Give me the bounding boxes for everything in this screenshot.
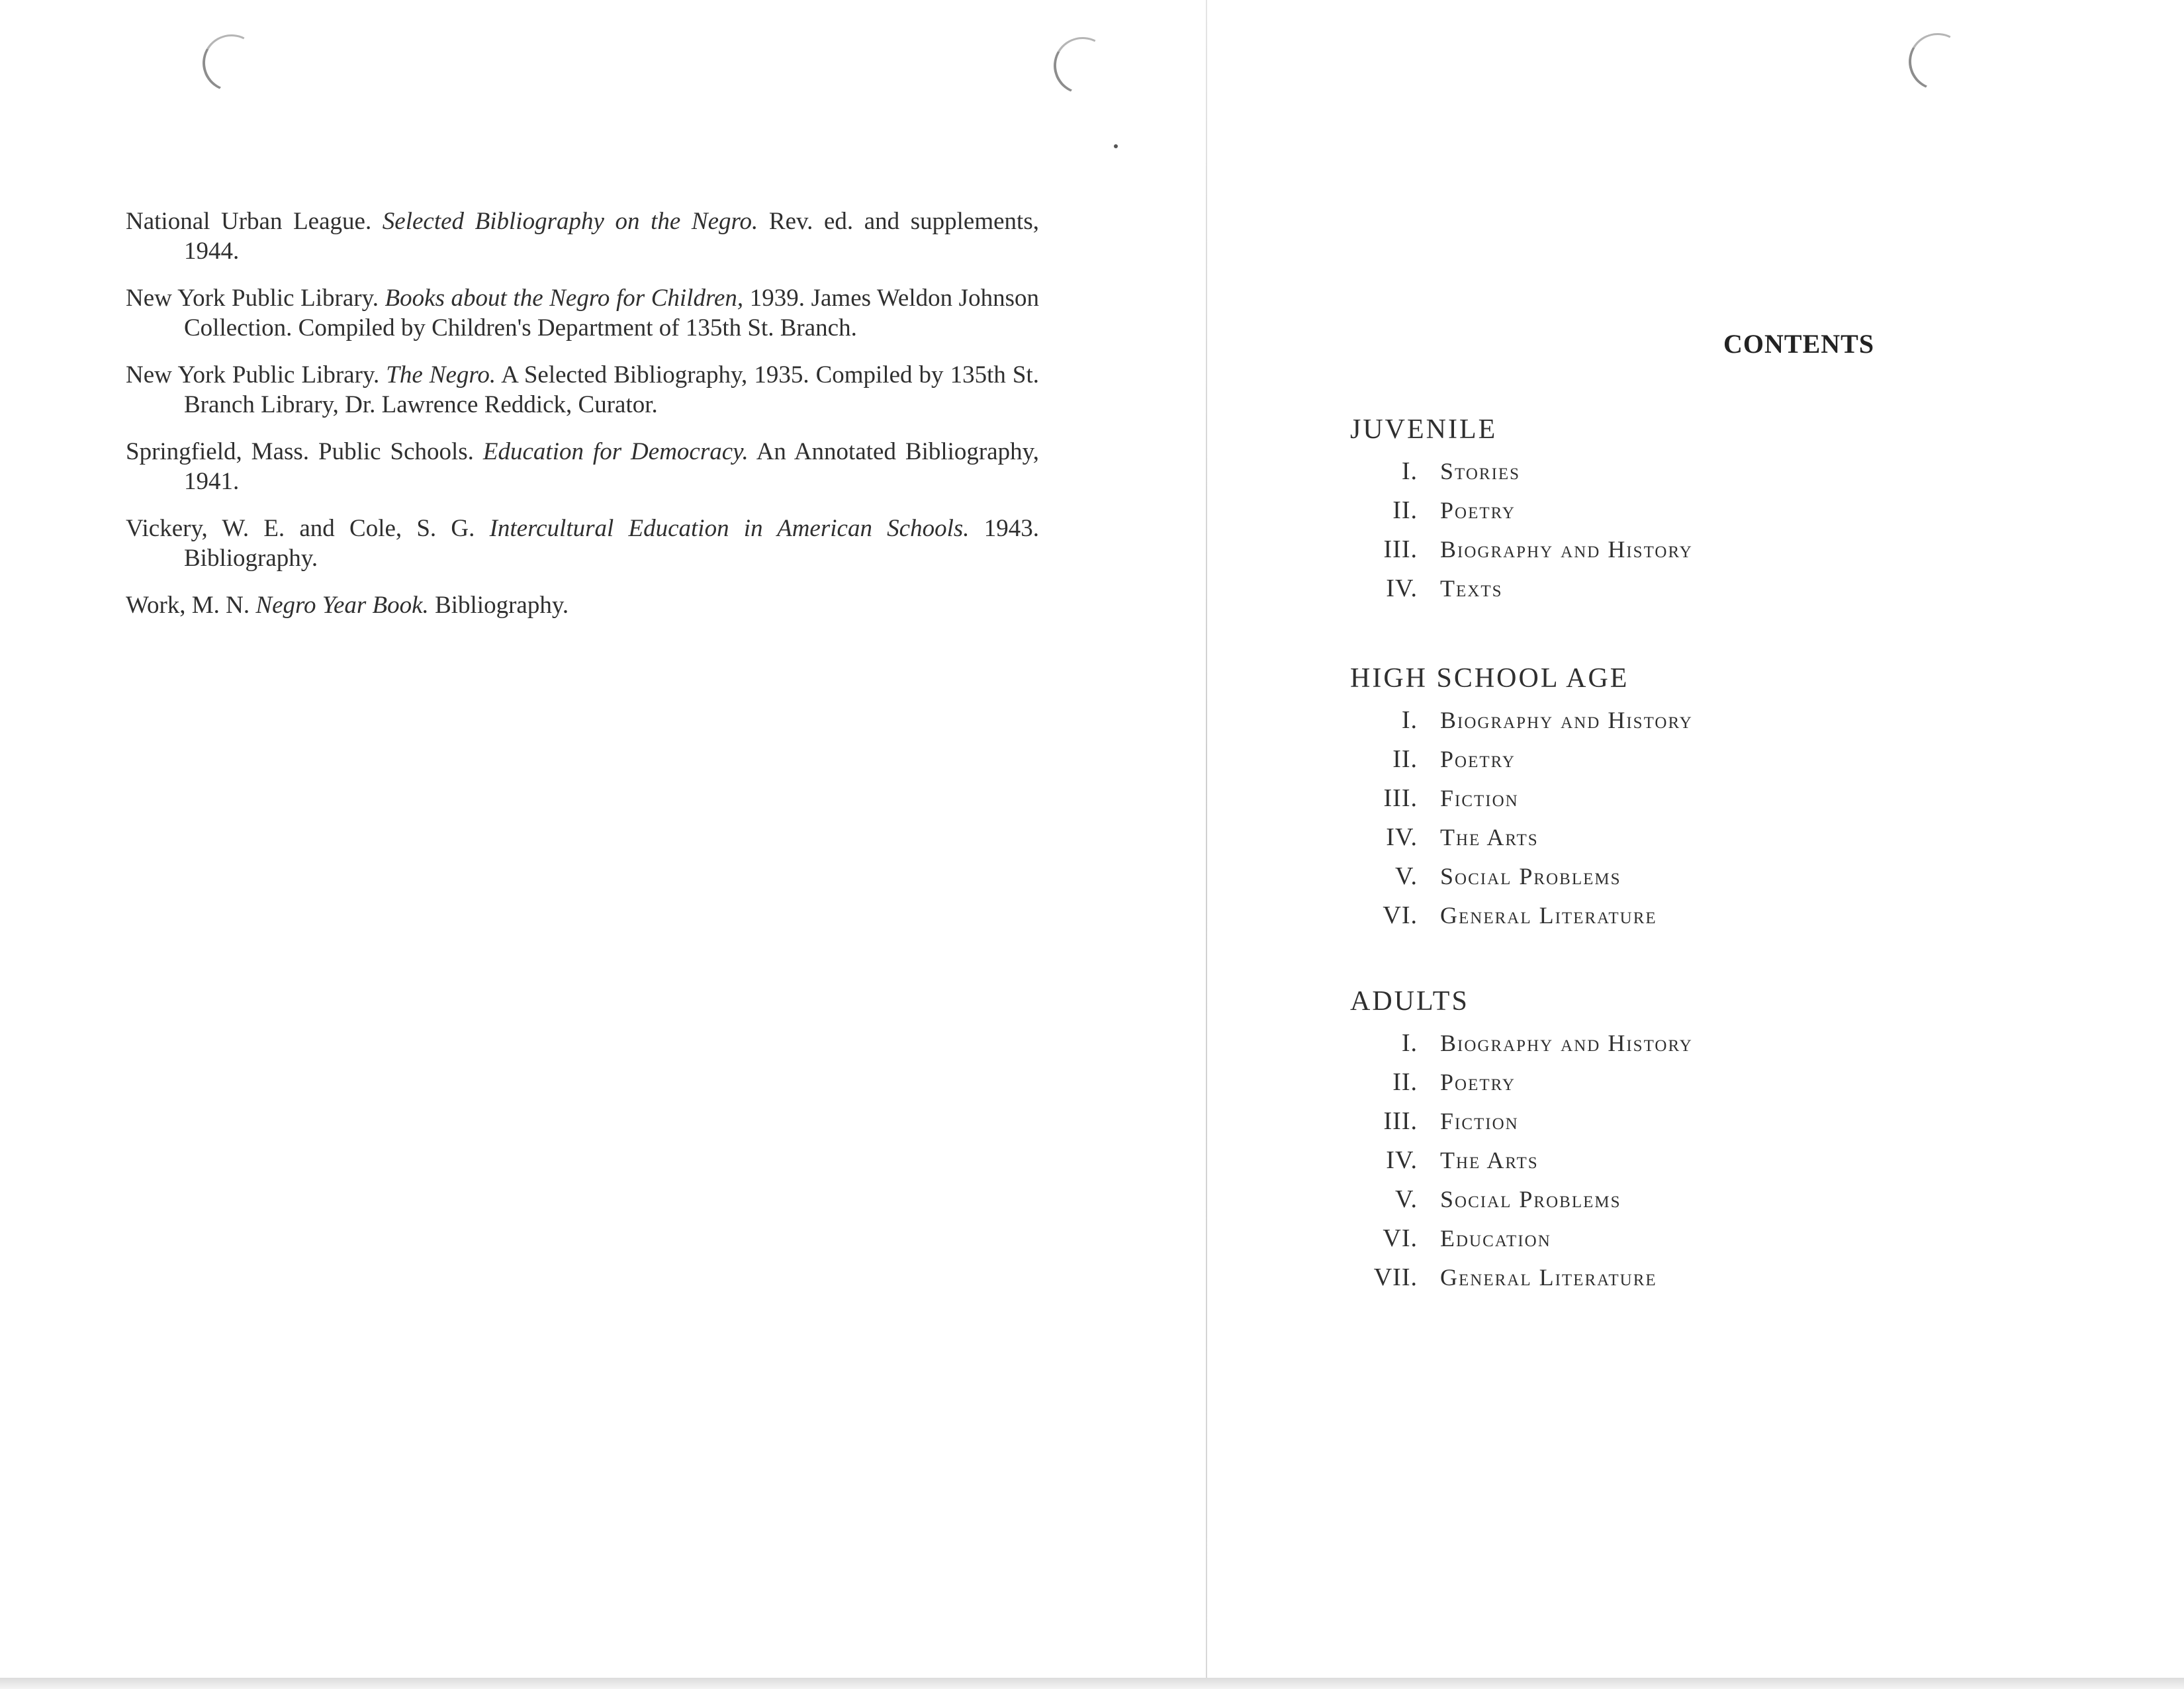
- toc-label: Stories: [1440, 458, 1521, 484]
- entry-title: Negro Year Book.: [255, 592, 429, 619]
- toc-label: Biography and History: [1440, 707, 1693, 733]
- toc-item: [1350, 745, 1693, 784]
- scan-bottom-edge: [0, 1678, 2184, 1689]
- entry-title: Education for Democracy.: [482, 438, 749, 465]
- contents-section-juvenile: [1350, 413, 1693, 613]
- toc-label: General Literature: [1440, 902, 1657, 929]
- toc-label: Biography and History: [1440, 536, 1693, 563]
- roman-numeral: V.: [1394, 862, 1418, 890]
- toc-item: [1350, 1107, 1693, 1146]
- bibliography-entry: [126, 206, 1039, 266]
- contents-section-high-school-age: [1350, 662, 1693, 940]
- entry-details: An Annotated Bibliography, 1941.: [184, 438, 1040, 495]
- entry-title: The Negro.: [386, 361, 496, 388]
- toc-label: The Arts: [1440, 1147, 1539, 1173]
- section-heading: JUVENILE: [1350, 414, 1498, 445]
- roman-numeral: VI.: [1383, 901, 1418, 929]
- roman-numeral: I.: [1401, 457, 1418, 485]
- roman-numeral: II.: [1392, 496, 1418, 524]
- dust-speck: [1114, 144, 1118, 148]
- roman-numeral: III.: [1383, 1107, 1418, 1135]
- toc-item: [1350, 1028, 1693, 1068]
- roman-numeral: IV.: [1386, 1146, 1418, 1174]
- entry-details: 1943. Bibliography.: [184, 515, 1039, 572]
- roman-numeral: VII.: [1373, 1263, 1418, 1291]
- toc-item: [1350, 1224, 1693, 1263]
- bibliography-list: [126, 206, 1039, 637]
- toc-label: Social Problems: [1440, 1186, 1621, 1212]
- toc-item: [1350, 706, 1693, 745]
- entry-author: Vickery, W. E. and Cole, S. G.: [126, 515, 490, 542]
- section-heading: HIGH SCHOOL AGE: [1350, 663, 1629, 694]
- entry-author: Work, M. N.: [126, 592, 256, 619]
- roman-numeral: I.: [1401, 706, 1418, 734]
- contents-section-adults: [1350, 985, 1693, 1302]
- toc-label: Fiction: [1440, 785, 1519, 811]
- entry-details: Bibliography.: [428, 592, 569, 619]
- toc-label: Fiction: [1440, 1108, 1519, 1134]
- toc-label: Biography and History: [1440, 1030, 1693, 1056]
- toc-item: [1350, 823, 1693, 862]
- toc-item: [1350, 1263, 1693, 1302]
- toc-label: General Literature: [1440, 1264, 1657, 1291]
- toc-item: [1350, 574, 1693, 613]
- entry-author: New York Public Library.: [126, 361, 387, 388]
- entry-author: Springfield, Mass. Public Schools.: [126, 438, 483, 465]
- bibliography-entry: [126, 514, 1039, 573]
- bibliography-entry: [126, 437, 1039, 496]
- entry-details: Rev. ed. and supplements, 1944.: [184, 208, 1039, 265]
- toc-label: Social Problems: [1440, 863, 1621, 890]
- toc-item: [1350, 862, 1693, 901]
- entry-title: Selected Bibliography on the Negro.: [382, 208, 758, 235]
- entry-title: Books about the Negro for Children,: [385, 285, 744, 312]
- toc-label: Poetry: [1440, 1069, 1516, 1095]
- toc-item: [1350, 496, 1693, 535]
- bibliography-entry: [126, 590, 1039, 620]
- roman-numeral: II.: [1392, 745, 1418, 773]
- roman-numeral: II.: [1392, 1068, 1418, 1096]
- roman-numeral: III.: [1383, 535, 1418, 563]
- toc-item: [1350, 784, 1693, 823]
- roman-numeral: III.: [1383, 784, 1418, 812]
- toc-label: Poetry: [1440, 746, 1516, 772]
- entry-author: National Urban League.: [126, 208, 383, 235]
- toc-label: Texts: [1440, 575, 1503, 602]
- entry-details: A Selected Bibliography, 1935. Compiled by 135th St. Branch Library, Dr. Lawrence Reddick, Curator.: [184, 361, 1039, 418]
- entry-details: 1939. James Weldon Johnson Collection. Compiled by Children's Department of 135th St. Branch.: [184, 285, 1039, 342]
- toc-label: Education: [1440, 1225, 1551, 1252]
- section-heading: ADULTS: [1350, 986, 1469, 1017]
- toc-item: [1350, 1146, 1693, 1185]
- entry-title: Intercultural Education in American Schools.: [489, 515, 970, 542]
- roman-numeral: IV.: [1386, 574, 1418, 602]
- punch-hole-mark: [1901, 26, 1974, 98]
- toc-label: Poetry: [1440, 497, 1516, 524]
- roman-numeral: IV.: [1386, 823, 1418, 851]
- contents-heading: CONTENTS: [1723, 329, 1875, 359]
- punch-hole-mark: [195, 27, 267, 99]
- roman-numeral: V.: [1394, 1185, 1418, 1213]
- toc-item: [1350, 457, 1693, 496]
- toc-item: [1350, 535, 1693, 574]
- toc-item: [1350, 1185, 1693, 1224]
- toc-item: [1350, 901, 1693, 940]
- bibliography-entry: [126, 283, 1039, 343]
- bibliography-entry: [126, 360, 1039, 420]
- punch-hole-mark: [1046, 30, 1118, 102]
- toc-label: The Arts: [1440, 824, 1539, 850]
- roman-numeral: I.: [1401, 1029, 1418, 1057]
- roman-numeral: VI.: [1383, 1224, 1418, 1252]
- entry-author: New York Public Library.: [126, 285, 385, 312]
- toc-item: [1350, 1068, 1693, 1107]
